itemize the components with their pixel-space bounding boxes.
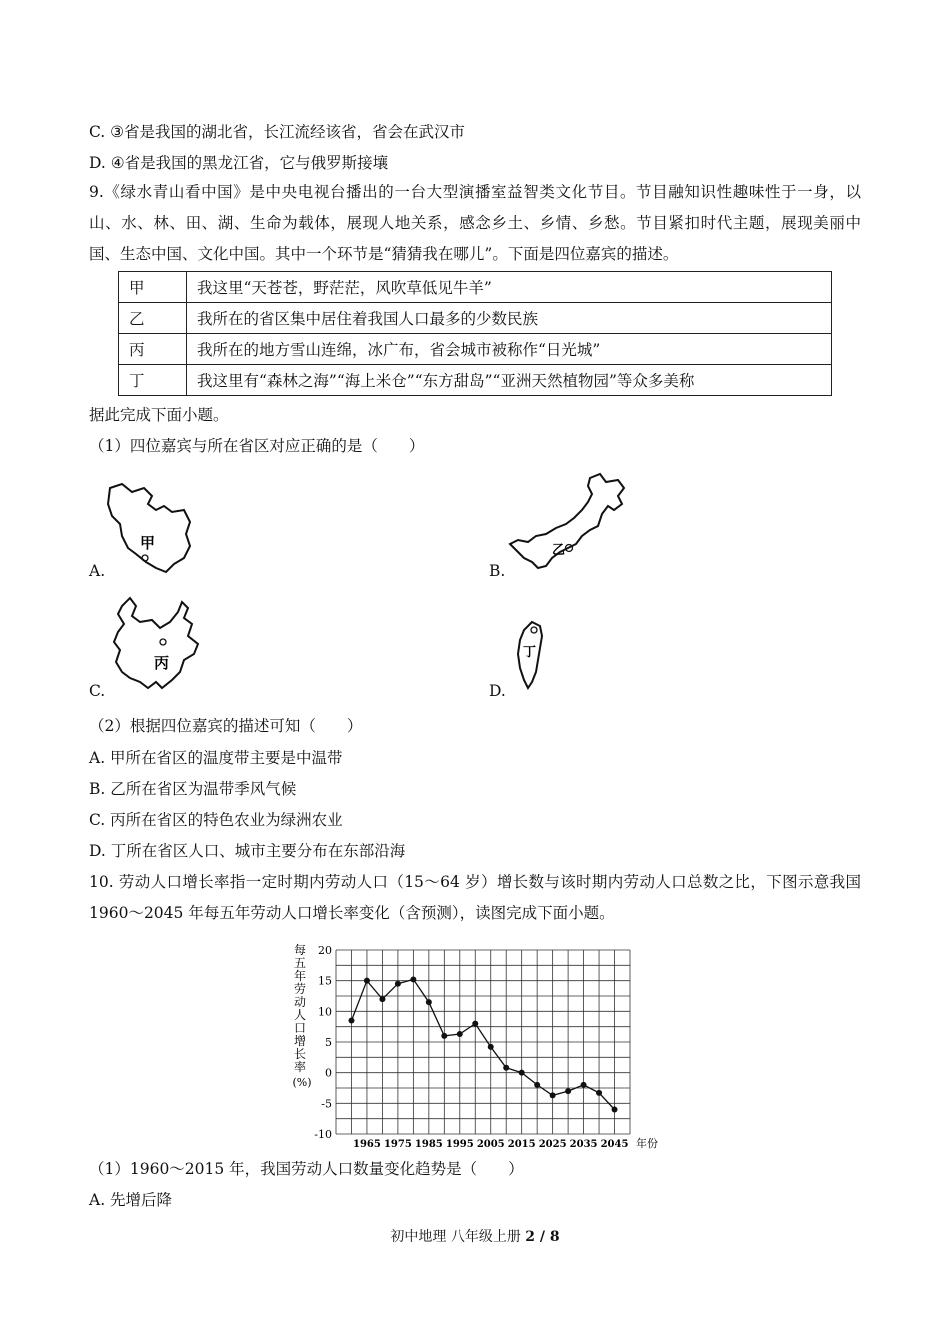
footer-page-number: 2 / 8 — [525, 1229, 560, 1245]
data-point — [488, 1044, 494, 1050]
x-tick-label: 2045 — [600, 1139, 629, 1150]
map-option-c — [108, 592, 208, 696]
data-point — [534, 1082, 540, 1088]
y-tick-label: -5 — [321, 1097, 332, 1111]
map-option-d — [510, 618, 550, 694]
y-tick-label: 15 — [318, 974, 332, 988]
data-point — [410, 976, 416, 982]
y-tick-label: 0 — [325, 1066, 332, 1080]
guest-name: 丙 — [119, 334, 187, 365]
y-label-char: 劳 — [293, 982, 307, 996]
map-option-b — [506, 470, 636, 580]
guest-name: 丁 — [119, 365, 187, 396]
option-a-label: A. — [89, 562, 106, 580]
option-b-q9-2: B. 乙所在省区为温带季风气候 — [89, 780, 297, 798]
question-9-after: 据此完成下面小题。 — [89, 406, 229, 424]
table-row — [119, 334, 832, 365]
guest-desc: 我所在的地方雪山连绵，冰广布，省会城市被称作“日光城” — [187, 334, 832, 365]
guest-table — [118, 271, 832, 396]
y-axis-label — [292, 942, 311, 1089]
table-row — [119, 303, 832, 334]
y-tick-label: 20 — [318, 944, 332, 957]
question-9-2: （2）根据四位嘉宾的描述可知（ ） — [89, 717, 363, 735]
y-label-char: 五 — [293, 956, 307, 970]
data-point — [565, 1088, 571, 1094]
x-tick-label: 2015 — [507, 1139, 536, 1150]
option-c-q9-2: C. 丙所在省区的特色农业为绿洲农业 — [89, 811, 343, 829]
page-footer — [0, 1226, 950, 1246]
data-point — [472, 1021, 478, 1027]
y-label-char: 每 — [293, 943, 307, 957]
x-tick-label: 2005 — [476, 1139, 505, 1150]
table-row — [119, 365, 832, 396]
x-tick-label: 2035 — [569, 1139, 598, 1150]
option-d-q8: D. ④省是我国的黑龙江省，它与俄罗斯接壤 — [89, 154, 389, 172]
option-a-q10-1: A. 先增后降 — [89, 1191, 173, 1209]
data-point — [550, 1092, 556, 1098]
x-tick-label: 1985 — [414, 1139, 443, 1150]
data-point — [441, 1033, 447, 1039]
guest-desc: 我所在的省区集中居住着我国人口最多的少数民族 — [187, 303, 832, 334]
option-a-q9-2: A. 甲所在省区的温度带主要是中温带 — [89, 749, 343, 767]
data-point — [426, 999, 432, 1005]
option-c-q8: C. ③省是我国的湖北省，长江流经该省，省会在武汉市 — [89, 123, 466, 141]
guest-name: 甲 — [119, 272, 187, 303]
data-point — [379, 996, 385, 1002]
y-label-char: 人 — [293, 1008, 307, 1022]
chart-grid — [336, 950, 630, 1134]
data-point — [519, 1070, 525, 1076]
x-tick-label: 1995 — [445, 1139, 474, 1150]
y-label-unit: (%) — [292, 1076, 312, 1089]
data-point — [612, 1106, 618, 1112]
guest-name: 乙 — [119, 303, 187, 334]
option-c-label: C. — [89, 682, 106, 700]
data-point — [364, 978, 370, 984]
data-point — [457, 1031, 463, 1037]
y-tick-label: -10 — [314, 1128, 332, 1141]
x-tick-label: 1975 — [383, 1139, 412, 1150]
y-label-char: 口 — [293, 1021, 307, 1035]
y-label-char: 年 — [293, 969, 307, 983]
series-line — [348, 976, 617, 1112]
map-option-a — [100, 478, 200, 578]
map-mark-ding: 丁 — [523, 645, 537, 660]
data-point — [596, 1090, 602, 1096]
table-row — [119, 272, 832, 303]
y-tick-label: 10 — [318, 1005, 332, 1019]
data-point — [395, 981, 401, 987]
x-tick-label: 2025 — [538, 1139, 567, 1150]
labor-growth-chart — [280, 938, 670, 1150]
question-10-1: （1）1960～2015 年，我国劳动人口数量变化趋势是（ ） — [89, 1160, 524, 1178]
y-label-char: 增 — [293, 1034, 307, 1048]
data-point — [348, 1018, 354, 1024]
y-label-char: 长 — [293, 1047, 307, 1061]
x-axis-label: 年份 — [636, 1137, 658, 1150]
option-d-q9-2: D. 丁所在省区人口、城市主要分布在东部沿海 — [89, 842, 406, 860]
guest-desc: 我这里有“森林之海”“海上米仓”“东方甜岛”“亚洲天然植物园”等众多美称 — [187, 365, 832, 396]
question-10-intro: 10. 劳动人口增长率指一定时期内劳动人口（15～64 岁）增长数与该时期内劳动人口总数之比，下图示意我国 1960～2045 年每五年劳动人口增长率变化（含预测），读图完成下面小题。 — [89, 873, 861, 922]
y-label-char: 动 — [293, 995, 307, 1009]
y-tick-label: 5 — [325, 1036, 332, 1049]
y-label-char: 率 — [293, 1060, 307, 1074]
data-point — [503, 1065, 509, 1071]
option-d-label: D. — [489, 682, 506, 700]
y-ticks — [314, 944, 332, 1141]
x-ticks — [353, 1139, 628, 1150]
data-point — [581, 1082, 587, 1088]
footer-subject: 初中地理 八年级上册 — [390, 1229, 521, 1245]
map-mark-yi: 乙 — [552, 543, 566, 558]
map-mark-jia: 甲 — [140, 534, 156, 552]
map-mark-bing: 丙 — [154, 654, 170, 672]
question-9-1: （1）四位嘉宾与所在省区对应正确的是（ ） — [89, 437, 425, 455]
series-polyline — [352, 979, 615, 1109]
question-9-intro: 9.《绿水青山看中国》是中央电视台播出的一台大型演播室益智类文化节目。节目融知识性趣味性于一身，以山、水、林、田、湖、生命为载体，展现人地关系，感念乡土、乡情、乡愁。节目紧扣时代主题，展现美丽中国、生态中国、文化中国。其中一个环节是“猜猜我在哪儿”。下面是四位嘉宾的描述。 — [89, 183, 861, 263]
guest-desc: 我这里“天苍苍，野茫茫，风吹草低见牛羊” — [187, 272, 832, 303]
x-tick-label: 1965 — [353, 1139, 381, 1150]
option-b-label: B. — [489, 562, 506, 580]
